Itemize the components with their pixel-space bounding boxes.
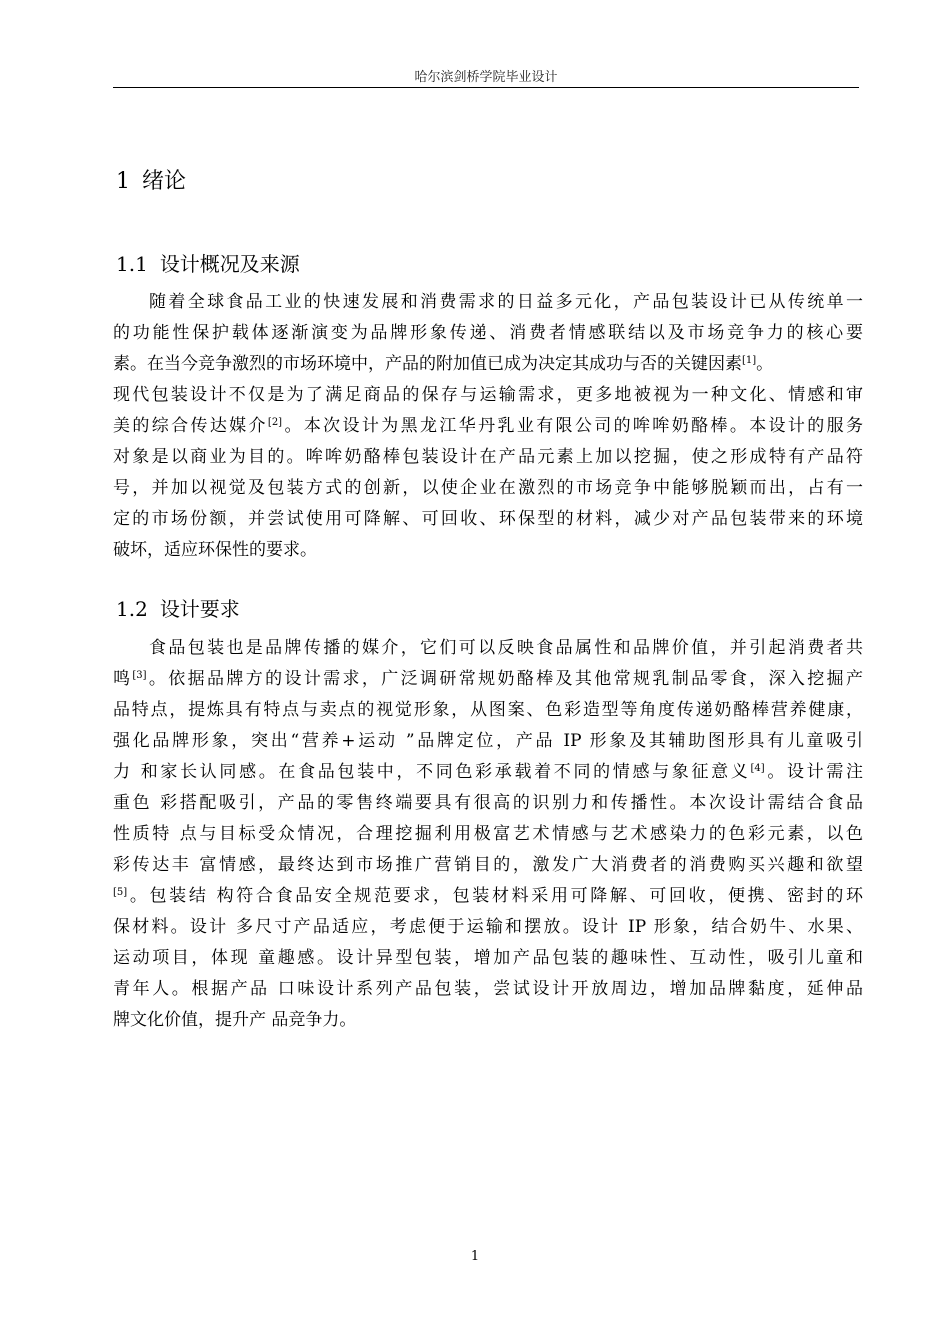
line-text: 美的综合传达媒介: [113, 416, 268, 436]
page-header: 哈尔滨剑桥学院毕业设计: [414, 70, 558, 85]
section-title: 设计概况及来源: [159, 252, 300, 276]
line-text: 。本次设计为黑龙江华丹乳业有限公司的哞哞奶酪棒。本设计的服务: [282, 416, 864, 436]
chapter-number: 1: [116, 169, 130, 194]
line-text: 力 和家长认同感。在食品包装中，不同色彩承载着不同的情感与象征意义: [113, 762, 751, 782]
citation-ref: [5]: [113, 887, 128, 898]
citation-ref: [3]: [132, 670, 147, 681]
paragraph-line: 对象是以商业为目的。哞哞奶酪棒包装设计在产品元素上加以挖掘，使之形成特有产品符: [113, 447, 863, 467]
line-text: 。包装结 构符合食品安全规范要求，包装材料采用可降解、可回收，便携、密封的环: [127, 886, 863, 906]
section-heading-1-1: [116, 248, 300, 277]
paragraph-line: 号，并加以视觉及包装方式的创新，以使企业在激烈的市场竞争中能够脱颖而出，占有一: [113, 478, 863, 498]
paragraph-line: 随着全球食品工业的快速发展和消费需求的日益多元化，产品包装设计已从传统单一: [149, 292, 863, 312]
paragraph-line: 食品包装也是品牌传播的媒介，它们可以反映食品属性和品牌价值，并引起消费者共: [149, 638, 863, 658]
line-text: 。: [756, 354, 774, 374]
chapter-title: 绪论: [142, 169, 187, 194]
section-title: 设计要求: [159, 597, 240, 621]
paragraph-line: 现代包装设计不仅是为了满足商品的保存与运输需求，更多地被视为一种文化、情感和审: [113, 385, 863, 405]
line-text: 。设计需注: [764, 762, 864, 782]
paragraph-line: 青年人。根据产品 口味设计系列产品包装，尝试设计开放周边，增加品牌黏度，延伸品: [113, 979, 863, 999]
section-1-2-paragraph: [113, 633, 863, 1036]
paragraph-line: 定的市场份额，并尝试使用可降解、可回收、环保型的材料，减少对产品包装带来的环境: [113, 509, 863, 529]
page-number: 1: [470, 1249, 480, 1264]
section-number: 1.1: [116, 252, 148, 276]
paragraph-line: [113, 881, 863, 912]
chapter-heading: [116, 164, 186, 195]
paragraph-line: [113, 757, 863, 788]
paragraph-line: 强化品牌形象，突出“营养+运动 ”品牌定位，产品 IP 形象及其辅助图形具有儿童吸引: [113, 731, 863, 751]
paragraph-line: 的功能性保护载体逐渐演变为品牌形象传递、消费者情感联结以及市场竞争力的核心要: [113, 323, 863, 343]
paragraph-line: 性质特 点与目标受众情况，合理挖掘利用极富艺术情感与艺术感染力的色彩元素，以色: [113, 824, 863, 844]
paragraph-line: 破坏，适应环保性的要求。: [113, 540, 317, 560]
citation-ref: [2]: [267, 417, 283, 428]
paragraph-line: [113, 349, 863, 380]
line-text: 素。在当今竞争激烈的市场环境中，产品的附加值已成为决定其成功与否的关键因素: [113, 354, 742, 374]
paragraph-line: 重色 彩搭配吸引，产品的零售终端要具有很高的识别力和传播性。本次设计需结合食品: [113, 793, 863, 813]
citation-ref: [4]: [750, 763, 765, 774]
paragraph-line: 品特点，提炼具有特点与卖点的视觉形象，从图案、色彩造型等角度传递奶酪棒营养健康，: [113, 700, 863, 720]
paragraph-line: [113, 664, 863, 695]
paragraph-line: [113, 411, 863, 442]
line-text: 。依据品牌方的设计需求，广泛调研常规奶酪棒及其他常规乳制品零食，深入挖掘产: [146, 669, 864, 689]
section-heading-1-2: [116, 593, 240, 622]
section-number: 1.2: [116, 597, 148, 621]
line-text: 鸣: [113, 669, 133, 689]
section-1-1-paragraph: [113, 287, 863, 566]
paragraph-line: 保材料。设计 多尺寸产品适应，考虑便于运输和摆放。设计 IP 形象，结合奶牛、水果、: [113, 917, 863, 937]
paragraph-line: 彩传达丰 富情感，最终达到市场推广营销目的，激发广大消费者的消费购买兴趣和欲望: [113, 855, 863, 875]
header-divider: [113, 87, 859, 88]
paragraph-line: 牌文化价值，提升产 品竞争力。: [113, 1010, 357, 1030]
citation-ref: [1]: [742, 355, 757, 366]
paragraph-line: 运动项目，体现 童趣感。设计异型包装，增加产品包装的趣味性、互动性，吸引儿童和: [113, 948, 863, 968]
